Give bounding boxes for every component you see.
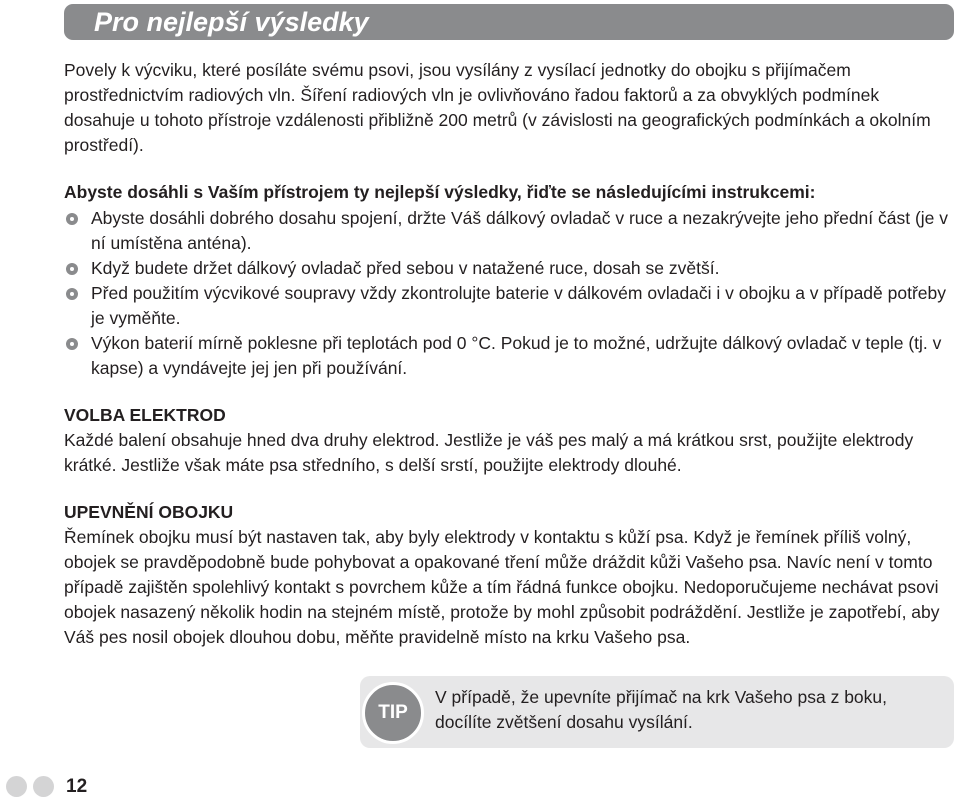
instructions-list: [64, 206, 954, 381]
bullet-icon: [66, 338, 78, 350]
bullet-icon: [66, 263, 78, 275]
tip-box: [360, 676, 954, 748]
dot-icon: [33, 776, 54, 797]
section-text-electrodes: Každé balení obsahuje hned dva druhy elektrod. Jestliže je váš pes malý a má krátkou srst, použijte elektrody krátké. Jestliže však máte psa středního, s delší srstí, použijte elektrody dlouhé.: [64, 430, 914, 475]
list-item: [64, 256, 954, 281]
tip-badge: TIP: [362, 682, 424, 744]
intro-paragraph: Povely k výcviku, které posíláte svému psovi, jsou vysílány z vysílací jednotky do obojku s přijímačem prostřednictvím radiových vln. Šíření radiových vln je ovlivňováno řadou faktorů a za obvyklých podmínek dosahuje u tohoto přístroje vzdálenosti přibližně 200 metrů (v závislosti na geografických podmínkách a okolním prostředí).: [64, 60, 931, 155]
list-item: [64, 331, 954, 381]
main-content: [64, 58, 954, 650]
bullet-icon: [66, 288, 78, 300]
page-title: Pro nejlepší výsledky: [94, 7, 369, 37]
list-item-text: Výkon baterií mírně poklesne při teplotách pod 0 °C. Pokud je to možné, udržujte dálkový ovladač v teple (tj. v kapse) a vyndávejte jej jen při používání.: [91, 333, 942, 378]
tip-text: V případě, že upevníte přijímač na krk Vašeho psa z boku, docílíte zvětšení dosahu vysílání.: [435, 687, 888, 732]
section-heading-collar: UPEVNĚNÍ OBOJKU: [64, 502, 234, 522]
bullet-icon: [66, 213, 78, 225]
section-title-bar: [64, 4, 954, 40]
section-heading-electrodes: VOLBA ELEKTROD: [64, 405, 226, 425]
list-item: [64, 281, 954, 331]
instructions-lead: Abyste dosáhli s Vaším přístrojem ty nejlepší výsledky, řiďte se následujícími instrukcemi:: [64, 182, 816, 202]
page-number: 12: [66, 776, 88, 797]
list-item: [64, 206, 954, 256]
section-text-collar: Řemínek obojku musí být nastaven tak, aby byly elektrody v kontaktu s kůží psa. Když je řemínek příliš volný, obojek se pravděpodobně bude pohybovat a opakované tření může dráždit kůži Vašeho psa. Navíc není v tomto případě zajištěn spolehlivý kontakt s povrchem kůže a tím řádná funkce obojku. Nedoporučujeme nechávat psovi obojek nasazený několik hodin na stejném místě, protože by mohl způsobit podráždění. Jestliže je zapotřebí, aby Váš pes nosil obojek dlouhou dobu, měňte pravidelně místo na krku Vašeho psa.: [64, 527, 940, 647]
list-item-text: Když budete držet dálkový ovladač před sebou v natažené ruce, dosah se zvětší.: [91, 258, 720, 278]
list-item-text: Abyste dosáhli dobrého dosahu spojení, držte Váš dálkový ovladač v ruce a nezakrývejte jeho přední část (je v ní umístěna anténa).: [91, 208, 949, 253]
list-item-text: Před použitím výcvikové soupravy vždy zkontrolujte baterie v dálkovém ovladači i v obojku a v případě potřeby je vyměňte.: [91, 283, 947, 328]
dot-icon: [6, 776, 27, 797]
